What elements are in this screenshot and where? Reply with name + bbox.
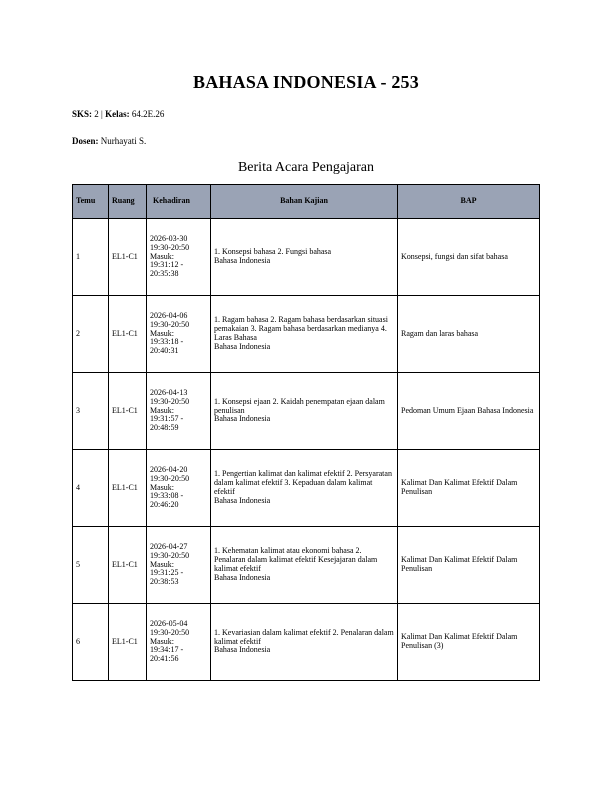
kehadiran-date: 2026-04-06 [150,310,188,320]
cell-ruang: EL1-C1 [109,450,147,527]
cell-bahan-kajian [211,296,398,373]
sks-kelas-line [72,109,164,119]
cell-kehadiran [147,527,211,604]
cell-kehadiran [147,450,211,527]
cell-ruang: EL1-C1 [109,296,147,373]
cell-bahan-kajian [211,219,398,296]
cell-kehadiran [147,296,211,373]
table-row [73,296,540,373]
kehadiran-masuk-label: Masuk: [150,251,174,261]
kehadiran-in-time: 19:33:18 - [150,337,184,347]
header-bap: BAP [398,185,540,219]
kehadiran-masuk-label: Masuk: [150,405,174,415]
table-row [73,373,540,450]
kelas-label: Kelas: [105,109,130,119]
kehadiran-masuk-label: Masuk: [150,636,174,646]
bahan-subject: Bahasa Indonesia [214,256,271,265]
table-row [73,527,540,604]
cell-bap: Kalimat Dan Kalimat Efektif Dalam Penulisan [398,527,540,604]
cell-bap: Konsepsi, fungsi dan sifat bahasa [398,219,540,296]
kehadiran-out-time: 20:46:20 [150,500,179,510]
cell-temu: 3 [73,373,109,450]
sks-label: SKS: [72,109,93,119]
table-row [73,604,540,681]
kehadiran-out-time: 20:40:31 [150,346,179,356]
sks-separator: | [101,109,103,119]
cell-temu: 1 [73,219,109,296]
kehadiran-masuk-label: Masuk: [150,328,174,338]
kehadiran-schedule: 19:30-20:50 [150,627,190,637]
header-ruang: Ruang [109,185,147,219]
kehadiran-schedule: 19:30-20:50 [150,242,190,252]
kehadiran-masuk-label: Masuk: [150,559,174,569]
bahan-subject: Bahasa Indonesia [214,495,271,505]
cell-bahan-kajian [211,604,398,681]
bahan-topics: 1. Pengertian kalimat dan kalimat efektif 2. Persyaratan dalam kalimat efektif 3. Kepaduan dalam kalimat efektif [214,469,392,496]
table-header-row [73,185,540,219]
dosen-value: Nurhayati S. [100,136,147,146]
cell-ruang: EL1-C1 [109,373,147,450]
kehadiran-date: 2026-05-04 [150,618,188,628]
kehadiran-out-time: 20:41:56 [150,654,179,664]
bahan-subject: Bahasa Indonesia [214,572,271,582]
bap-table [72,184,540,681]
cell-bap: Kalimat Dan Kalimat Efektif Dalam Penulisan [398,450,540,527]
bahan-subject: Bahasa Indonesia [214,645,271,655]
sks-value: 2 [94,109,99,119]
section-title: Berita Acara Pengajaran [237,160,375,175]
kehadiran-date: 2026-03-30 [150,233,188,243]
kehadiran-in-time: 19:31:12 - [150,260,184,270]
bahan-topics: 1. Konsepsi bahasa 2. Fungsi bahasa [214,247,332,257]
kehadiran-out-time: 20:48:59 [150,423,179,433]
cell-kehadiran [147,373,211,450]
cell-bap: Pedoman Umum Ejaan Bahasa Indonesia [398,373,540,450]
kehadiran-schedule: 19:30-20:50 [150,550,190,560]
bahan-subject: Bahasa Indonesia [214,341,271,351]
cell-ruang: EL1-C1 [109,219,147,296]
page-title: BAHASA INDONESIA - 253 [193,72,419,92]
header-kehadiran: Kehadiran [147,185,211,219]
cell-bahan-kajian [211,373,398,450]
cell-bahan-kajian [211,527,398,604]
kehadiran-date: 2026-04-27 [150,541,188,551]
table-row [73,450,540,527]
kehadiran-date: 2026-04-20 [150,464,188,474]
cell-temu: 6 [73,604,109,681]
table-row [73,219,540,296]
kehadiran-in-time: 19:33:08 - [150,491,184,501]
cell-temu: 5 [73,527,109,604]
bahan-topics: 1. Kevariasian dalam kalimat efektif 2. Penalaran dalam kalimat efektif [214,627,394,646]
kehadiran-schedule: 19:30-20:50 [150,319,190,329]
cell-bap: Kalimat Dan Kalimat Efektif Dalam Penulisan (3) [398,604,540,681]
bahan-topics: 1. Konsepsi ejaan 2. Kaidah penempatan ejaan dalam penulisan [214,396,385,415]
kehadiran-masuk-label: Masuk: [150,482,174,492]
bahan-subject: Bahasa Indonesia [214,414,271,424]
kehadiran-schedule: 19:30-20:50 [150,473,190,483]
bahan-topics: 1. Kehematan kalimat atau ekonomi bahasa 2. Penalaran dalam kalimat efektif Kesejajaran dalam kalimat efektif [214,546,378,573]
cell-bap: Ragam dan laras bahasa [398,296,540,373]
cell-ruang: EL1-C1 [109,604,147,681]
cell-temu: 4 [73,450,109,527]
dosen-line [72,136,146,146]
bahan-topics: 1. Ragam bahasa 2. Ragam bahasa berdasarkan situasi pemakaian 3. Ragam bahasa berdasarkan medianya 4. Laras Bahasa [214,315,388,342]
header-bahan-kajian: Bahan Kajian [211,185,398,219]
kehadiran-out-time: 20:35:38 [150,269,179,279]
cell-ruang: EL1-C1 [109,527,147,604]
kehadiran-in-time: 19:31:57 - [150,414,184,424]
kehadiran-date: 2026-04-13 [150,387,188,397]
kehadiran-in-time: 19:31:25 - [150,568,184,578]
kehadiran-schedule: 19:30-20:50 [150,396,190,406]
header-temu: Temu [73,185,109,219]
kehadiran-out-time: 20:38:53 [150,577,179,587]
cell-bahan-kajian [211,450,398,527]
kelas-value: 64.2E.26 [131,109,165,119]
cell-kehadiran [147,219,211,296]
cell-temu: 2 [73,296,109,373]
kehadiran-in-time: 19:34:17 - [150,645,184,655]
dosen-label: Dosen: [72,136,99,146]
cell-kehadiran [147,604,211,681]
